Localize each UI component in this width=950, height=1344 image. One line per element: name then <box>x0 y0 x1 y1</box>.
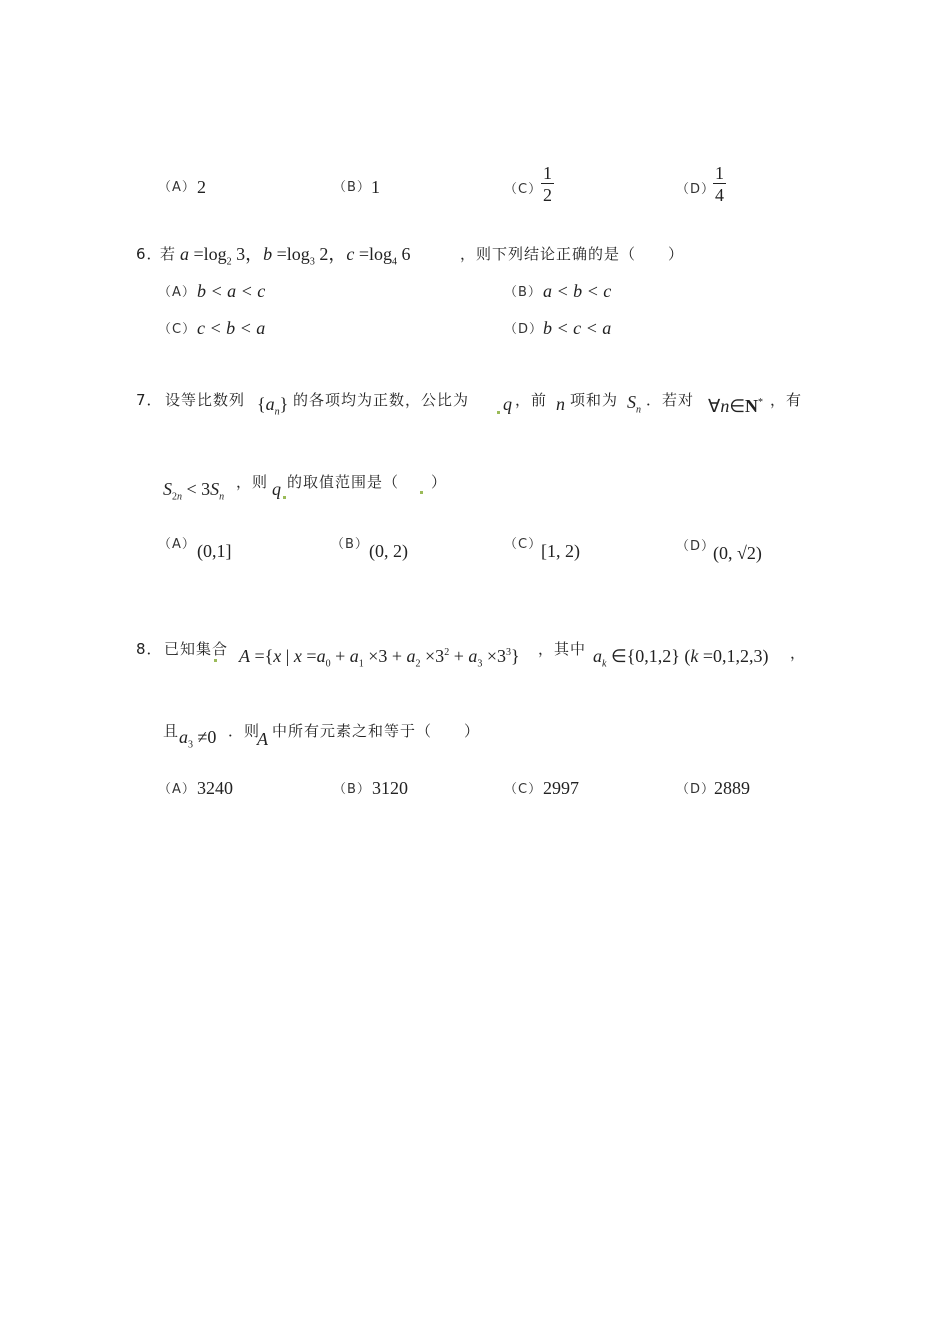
q7-text-1: 设等比数列 <box>165 391 246 409</box>
q7-q-2: q <box>272 479 281 499</box>
q6-option-d-label: （D） <box>504 322 544 337</box>
q8-option-a-label: （A） <box>158 782 196 797</box>
q8-text-6: 中所有元素之和等于（ ） <box>272 722 481 740</box>
q8-text-5: ．则 <box>228 722 261 740</box>
q7-option-d-value: (0, √2) <box>713 543 762 563</box>
green-dot-mark <box>497 402 500 421</box>
q5-option-a-value: 2 <box>197 177 206 197</box>
q8-set-a: A <box>257 729 268 749</box>
q5-option-c-label: （C） <box>504 182 543 197</box>
q7-option-b-label: （B） <box>331 537 369 552</box>
q7-q: q <box>503 394 512 414</box>
q5-option-b-label: （B） <box>333 180 371 195</box>
q8-option-c-label: （C） <box>504 782 543 797</box>
q7-option-a-value: (0,1] <box>197 541 232 561</box>
q7-option-a-label: （A） <box>158 537 196 552</box>
fraction-denominator: 2 <box>543 185 552 205</box>
q7-text-2: 的各项均为正数，公比为 <box>293 391 470 409</box>
q8-option-a-value: 3240 <box>197 778 233 798</box>
q6-formula: $a =\log_2$ 3，$b =\log_3$ 2，$c =\log_4$ 6 <box>180 244 411 268</box>
q7-forall: ∀n∈N* <box>708 396 764 416</box>
q6-option-c-value: c < b < a <box>197 318 266 338</box>
fraction-numerator: 1 <box>715 163 724 183</box>
q5-option-d-label: （D） <box>676 182 716 197</box>
q8-number: 8． <box>136 640 163 658</box>
q7-option-c-value: [1, 2) <box>541 541 580 561</box>
q7-number: 7． <box>136 391 163 409</box>
q7-text-8: 的取值范围是（ ） <box>287 473 448 491</box>
fraction-numerator: 1 <box>543 163 552 183</box>
q8-a3: $a_3 \ne 0$ <box>179 727 217 751</box>
q5-option-b-value: 1 <box>371 177 380 197</box>
q8-text-3: ， <box>790 644 807 662</box>
q7-text-4: 项和为 <box>570 391 619 409</box>
q7-option-b-value: (0, 2) <box>369 541 408 561</box>
q7-sn: $S_n$ <box>627 392 641 416</box>
q7-option-c-label: （C） <box>504 537 543 552</box>
q5-option-a-label: （A） <box>158 180 196 195</box>
q6-option-a-label: （A） <box>158 285 196 300</box>
q8-text-2: ，其中 <box>538 640 587 658</box>
q8-condition: $a_k$ ∈{0,1,2} (k =0,1,2,3) <box>593 646 769 670</box>
green-dot-mark <box>420 482 423 501</box>
q6-option-a-value: b < a < c <box>197 281 266 301</box>
green-dot-mark <box>283 487 286 506</box>
q6-number: 6． <box>136 245 163 263</box>
q8-text-1: 已知集合 <box>164 640 229 658</box>
fraction-denominator: 4 <box>715 185 724 205</box>
q5-option-d-fraction <box>713 163 726 206</box>
q7-text-3: ，前 <box>515 391 548 409</box>
q8-set-formula: A ={x | $x =a_0 + a_1 \times 3 + a_2 \times 3^2 + a_3 \times 3^3$} <box>239 646 520 670</box>
q6-option-b-label: （B） <box>504 285 542 300</box>
q8-option-d-value: 2889 <box>714 778 750 798</box>
green-dot-mark <box>214 650 217 669</box>
q8-option-b-label: （B） <box>333 782 371 797</box>
q7-sequence: $\{a_n\}$ <box>257 394 289 418</box>
q7-text-6: ，有 <box>770 391 803 409</box>
q5-option-c-fraction <box>541 163 554 206</box>
q7-n: n <box>556 394 565 414</box>
q8-text-4: 且 <box>163 722 180 740</box>
q8-option-b-value: 3120 <box>372 778 408 798</box>
q7-text-5: ．若对 <box>646 391 695 409</box>
q7-option-d-label: （D） <box>676 539 716 554</box>
q6-option-b-value: a < b < c <box>543 281 612 301</box>
q6-option-c-label: （C） <box>158 322 197 337</box>
q7-text-7: ，则 <box>236 473 269 491</box>
q6-option-d-value: b < c < a <box>543 318 612 338</box>
q6-suffix: ，则下列结论正确的是（ ） <box>460 245 685 263</box>
q7-inequality: $S_{2n} < 3S_n$ <box>163 479 225 503</box>
q8-option-d-label: （D） <box>676 782 716 797</box>
q8-option-c-value: 2997 <box>543 778 579 798</box>
q6-prefix: 若 <box>160 245 177 263</box>
